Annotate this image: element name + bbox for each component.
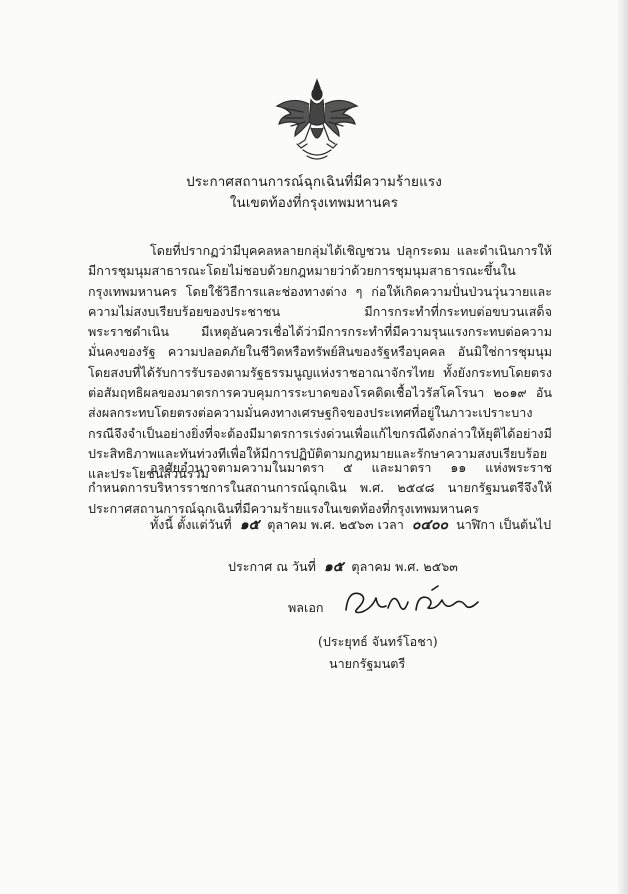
announced-month-year: ตุลาคม พ.ศ. ๒๕๖๓ (351, 559, 458, 574)
paragraph-2-text: อาศัยอำนาจตามความในมาตรา ๕ และมาตรา ๑๑ แห่งพระราชกำหนดการบริหารราชการในสถานการณ์ฉุกเฉิน พ.ศ. ๒๕๔๘ นายกรัฐมนตรีจึงให้ประกาศสถานการณ์ฉุกเฉินที่มีความร้ายแรงในเขตท้องที่กรุงเทพมหานคร (88, 460, 552, 516)
announcement-date-line (228, 556, 458, 578)
page-edge-shadow (616, 0, 628, 894)
signer-rank: พลเอก (288, 600, 324, 615)
announcement-title-line2: ในเขตท้องที่กรุงเทพมหานคร (229, 195, 399, 211)
announced-prefix: ประกาศ ณ วันที่ (228, 559, 316, 574)
effective-month-year: ตุลาคม พ.ศ. ๒๕๖๓ (267, 517, 374, 532)
body-paragraph-1 (88, 241, 552, 485)
handwritten-signature (338, 580, 488, 626)
signer-position: นายกรัฐมนตรี (329, 656, 406, 671)
paragraph-1-text: โดยที่ปรากฏว่ามีบุคคลหลายกลุ่มได้เชิญชวน ปลุกระดม และดำเนินการให้มีการชุมนุมสาธารณะโดยไม่ชอบด้วยกฎหมายว่าด้วยการชุมนุมสาธารณะขึ้นในกรุงเทพมหานคร โดยใช้วิธีการและช่องทางต่าง ๆ ก่อให้เกิดความปั่นป่วนวุ่นวายและความไม่สงบเรียบร้อยของประชาชน มีการกระทำที่กระทบต่อขบวนเสด็จพระราชดำเนิน มีเหตุอันควรเชื่อได้ว่ามีการกระทำที่มีความรุนแรงกระทบต่อความมั่นคงของรัฐ ความปลอดภัยในชีวิตหรือทรัพย์สินของรัฐหรือบุคคล อันมิใช่การชุมนุมโดยสงบที่ได้รับการรับรองตามรัฐธรรมนูญแห่งราชอาณาจักรไทย ทั้งยังกระทบโดยตรงต่อสัมฤทธิผลของมาตรการควบคุมการระบาดของโรคติดเชื้อไวรัสโคโรนา ๒๐๑๙ อันส่งผลกระทบโดยตรงต่อความมั่นคงทางเศรษฐกิจของประเทศที่อยู่ในภาวะเปราะบาง กรณีจึงจำเป็นอย่างยิ่งที่จะต้องมีมาตรการเร่งด่วนเพื่อแก้ไขกรณีดังกล่าวให้ยุติได้อย่างมีประสิทธิภาพและทันท่วงทีเพื่อให้มีการปฏิบัติตามกฎหมายและรักษาความสงบเรียบร้อยและประโยชน์ส่วนรวม (88, 243, 552, 482)
body-paragraph-2 (88, 458, 552, 519)
announced-day-handwritten: ๑๕ (323, 559, 344, 575)
effective-date-line (150, 514, 551, 536)
effective-day-handwritten: ๑๕ (239, 517, 260, 533)
effective-time-label: เวลา (377, 517, 404, 532)
announcement-title-line1: ประกาศสถานการณ์ฉุกเฉินที่มีความร้ายแรง (186, 174, 442, 190)
signer-name: (ประยุทธ์ จันทร์โอชา) (318, 634, 438, 649)
effective-prefix: ทั้งนี้ ตั้งแต่วันที่ (150, 517, 232, 532)
effective-time-handwritten: ๐๔๐๐ (411, 517, 449, 533)
garuda-emblem-icon (273, 78, 361, 164)
effective-suffix: นาฬิกา เป็นต้นไป (456, 517, 552, 532)
